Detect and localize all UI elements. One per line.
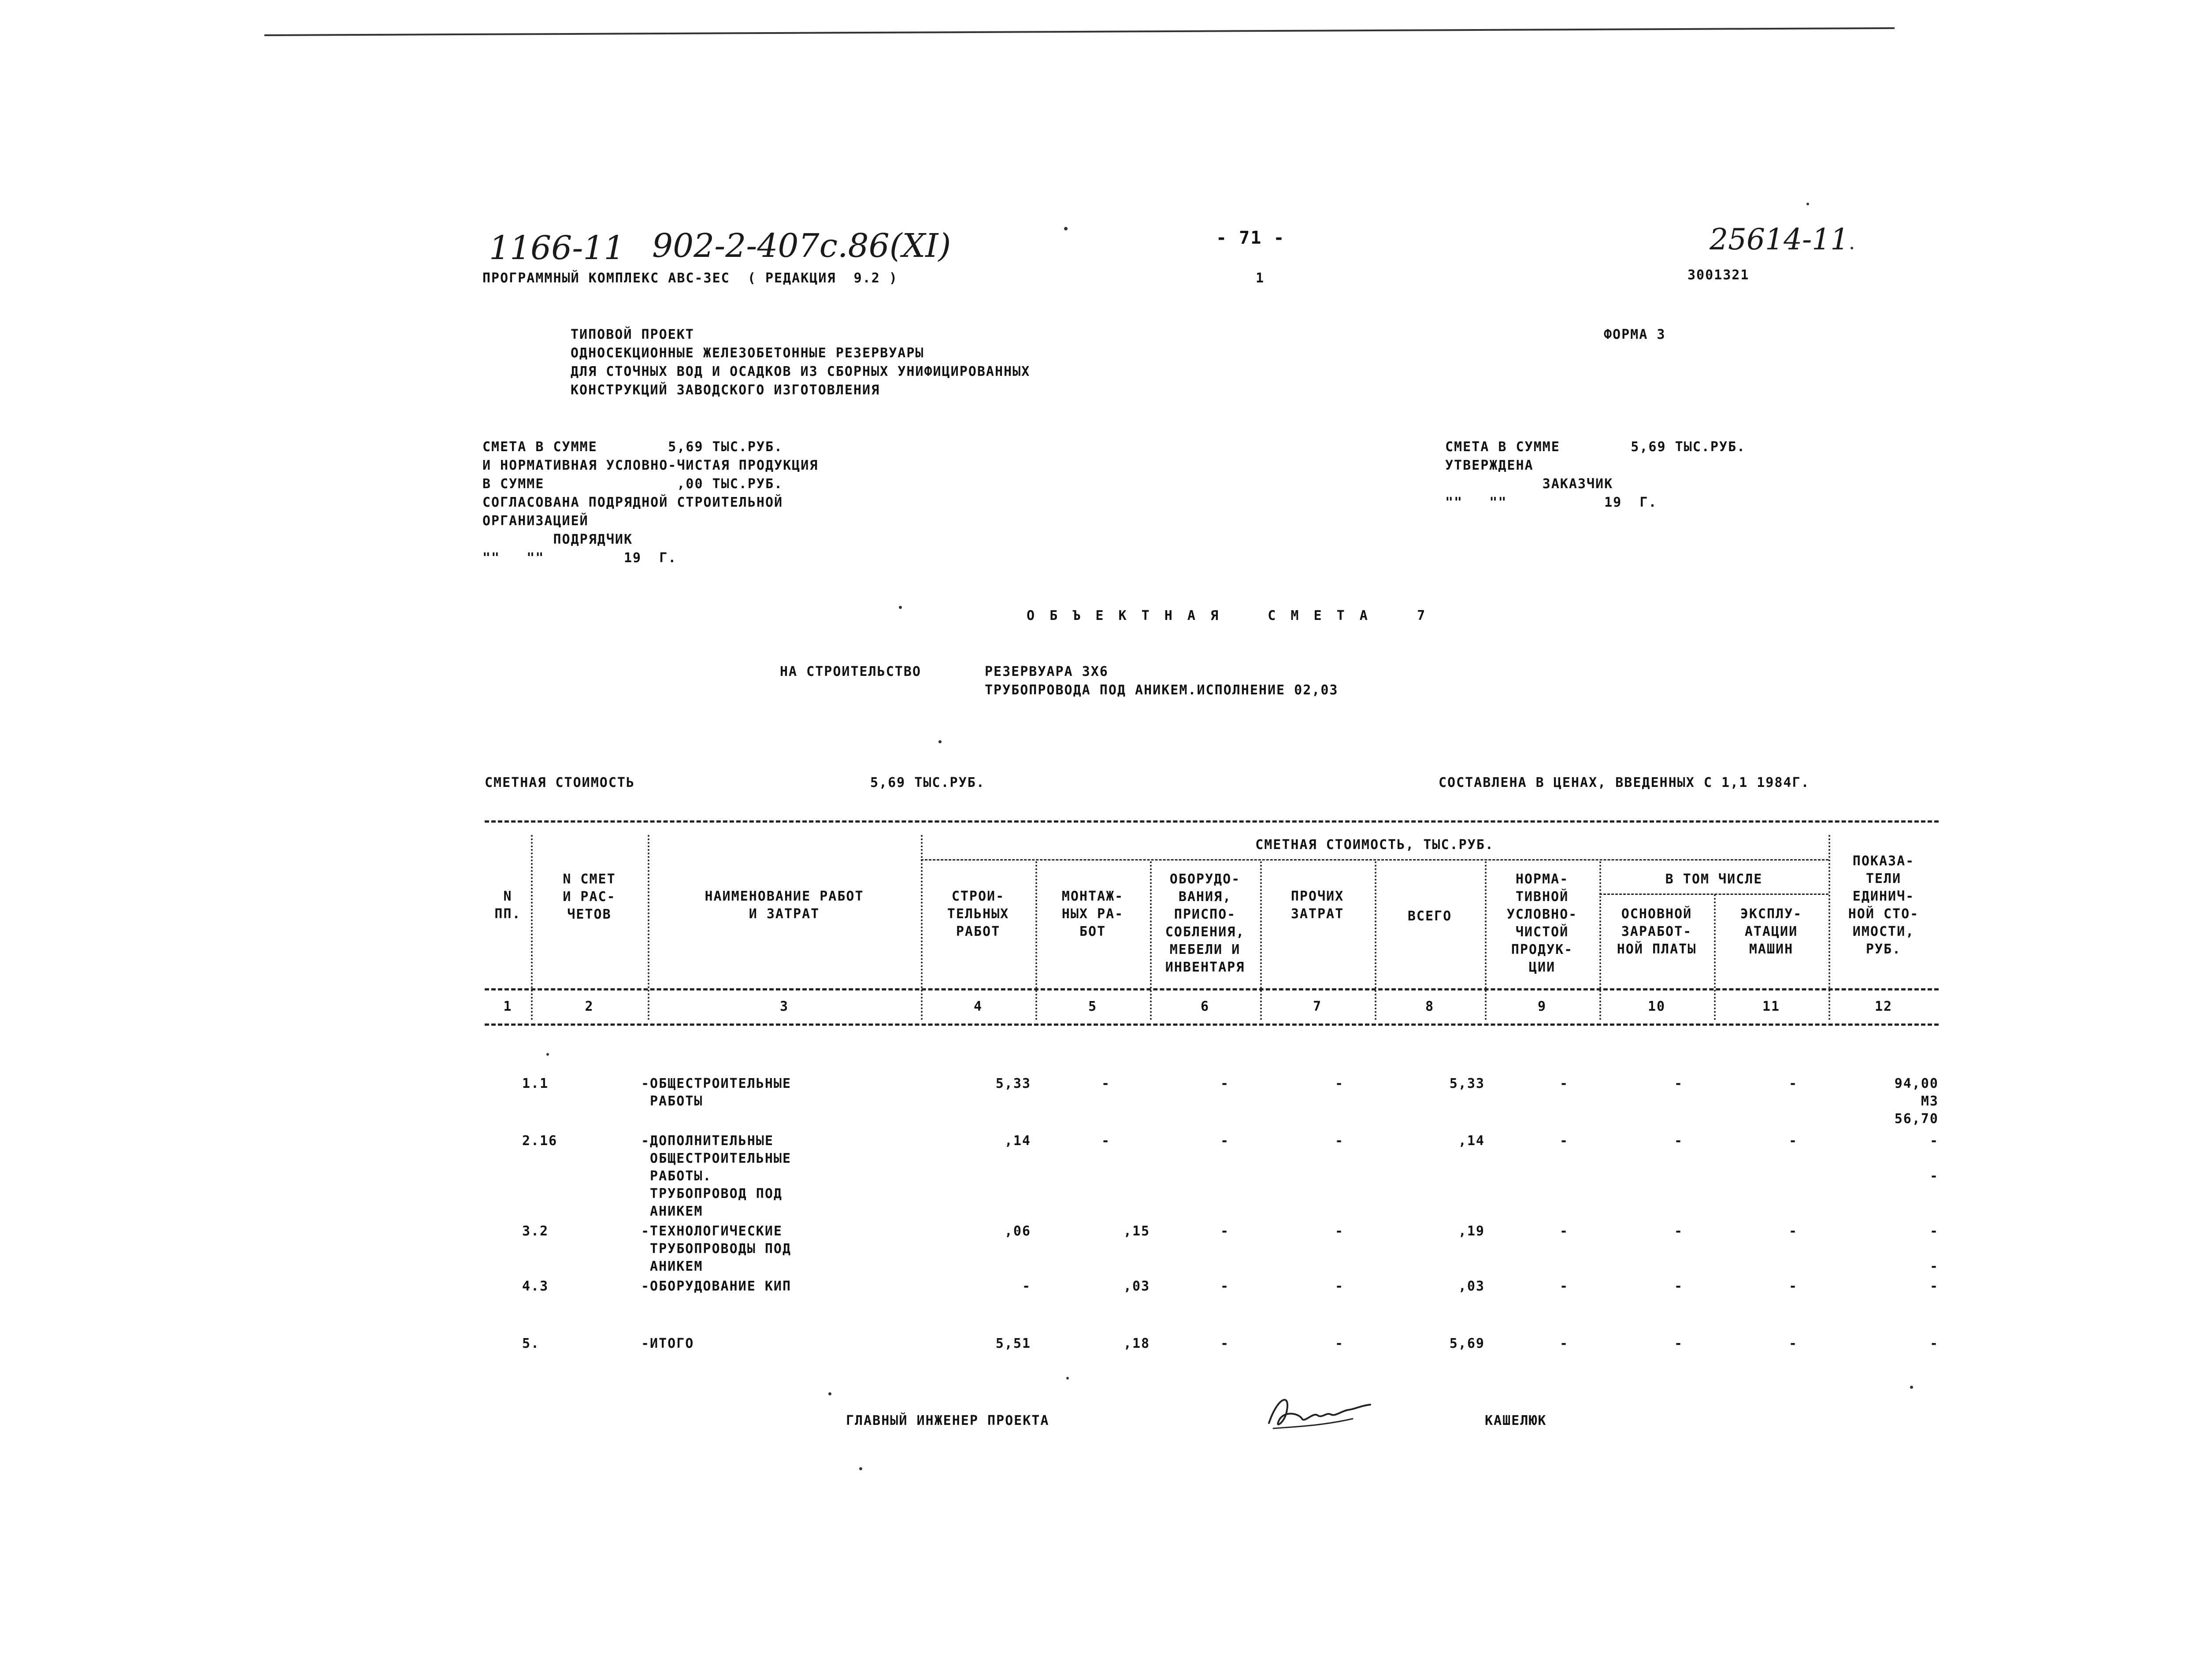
- subgroup-header-including: В ТОМ ЧИСЛЕ: [1665, 872, 1763, 887]
- signature-icon: [1260, 1388, 1375, 1436]
- row-machines-value: -: [1788, 1224, 1798, 1239]
- column-number: 5: [1088, 999, 1098, 1014]
- chief-engineer-label: ГЛАВНЫЙ ИНЖЕНЕР ПРОЕКТА: [846, 1413, 1050, 1428]
- row-normative-value: -: [1559, 1224, 1569, 1239]
- row-code: 4.3: [522, 1279, 549, 1294]
- row-other-value: -: [1335, 1076, 1344, 1091]
- column-number: 4: [973, 999, 983, 1014]
- table-rule-numbers-bottom: [485, 1024, 1939, 1026]
- handwritten-inventory-number: 25614-11: [1710, 223, 1849, 256]
- header-construction-works: СТРОИ- ТЕЛЬНЫХ РАБОТ: [947, 889, 1009, 939]
- row-other-value: -: [1335, 1224, 1344, 1239]
- row-code: 1.1: [522, 1076, 549, 1091]
- agreed-line: СОГЛАСОВАНА ПОДРЯДНОЙ СТРОИТЕЛЬНОЙ: [482, 495, 783, 510]
- organization-line: ОРГАНИЗАЦИЕЙ: [482, 513, 589, 529]
- contractor-line: ПОДРЯДЧИК: [482, 532, 633, 547]
- row-total-value: ,03: [1458, 1279, 1485, 1294]
- table-rule-top: [485, 820, 1939, 823]
- header-work-name: НАИМЕНОВАНИЕ РАБОТ И ЗАТРАТ: [705, 889, 864, 922]
- row-indicator-value: - -: [1929, 1133, 1939, 1184]
- row-total-value: ,14: [1458, 1133, 1485, 1149]
- row-total-value: ,19: [1458, 1224, 1485, 1239]
- column-number: 11: [1762, 999, 1780, 1014]
- row-indicator-value: 94,00 М3 56,70: [1894, 1076, 1939, 1127]
- scan-speck: [546, 1053, 549, 1056]
- row-name: -ДОПОЛНИТЕЛЬНЫЕ ОБЩЕСТРОИТЕЛЬНЫЕ РАБОТЫ. ТРУБОПРОВОД ПОД АНИКЕМ: [641, 1133, 792, 1219]
- row-wages-value: -: [1674, 1336, 1684, 1351]
- row-total-value: 5,69: [1449, 1336, 1485, 1351]
- row-other-value: -: [1335, 1133, 1344, 1149]
- column-number: 12: [1874, 999, 1893, 1014]
- row-indicator-value: - -: [1929, 1224, 1939, 1274]
- scan-speck: [1064, 227, 1068, 230]
- header-estimate-number: N СМЕТ И РАС- ЧЕТОВ: [563, 872, 616, 922]
- row-equipment-value: -: [1220, 1224, 1230, 1239]
- contractor-date-line: "" "" 19 Г.: [482, 550, 677, 566]
- customer-line: ЗАКАЗЧИК: [1445, 476, 1613, 492]
- scan-edge-line: [264, 27, 1895, 36]
- sub-number: 1: [1256, 271, 1265, 286]
- page-number: - 71 -: [1216, 228, 1285, 248]
- row-installation-value: -: [1101, 1076, 1111, 1091]
- row-construction-value: ,06: [1004, 1224, 1031, 1239]
- row-machines-value: -: [1788, 1133, 1798, 1149]
- column-number: 10: [1647, 999, 1666, 1014]
- header-total: ВСЕГО: [1407, 909, 1452, 924]
- row-normative-value: -: [1559, 1133, 1569, 1149]
- scan-speck: [859, 1467, 862, 1470]
- scan-speck: [938, 740, 942, 743]
- approved-line: УТВЕРЖДЕНА: [1445, 458, 1534, 473]
- table-rule-header-bottom: [485, 988, 1939, 990]
- approved-amount-line: СМЕТА В СУММЕ 5,69 ТЫС.РУБ.: [1445, 439, 1746, 455]
- scan-speck: [899, 606, 902, 609]
- scan-speck: [1066, 1377, 1069, 1380]
- header-unit-cost-indicators: ПОКАЗА- ТЕЛИ ЕДИНИЧ- НОЙ СТО- ИМОСТИ, РУБ.: [1848, 853, 1919, 957]
- row-equipment-value: -: [1220, 1336, 1230, 1351]
- scan-speck: [828, 1392, 831, 1395]
- column-number: 8: [1425, 999, 1435, 1014]
- customer-date-line: "" "" 19 Г.: [1445, 495, 1658, 510]
- row-construction-value: 5,33: [995, 1076, 1031, 1091]
- estimate-amount-line: СМЕТА В СУММЕ 5,69 ТЫС.РУБ.: [482, 439, 783, 455]
- table-divider: [531, 835, 533, 1020]
- header-machine-operation: ЭКСПЛУ- АТАЦИИ МАШИН: [1740, 906, 1802, 957]
- construction-object: РЕЗЕРВУАРА 3Х6: [985, 664, 1109, 679]
- scan-speck: [1806, 203, 1809, 205]
- row-construction-value: 5,51: [995, 1336, 1031, 1351]
- row-other-value: -: [1335, 1336, 1344, 1351]
- header-equipment: ОБОРУДО- ВАНИЯ, ПРИСПО- СОБЛЕНИЯ, МЕБЕЛИ И ИНВЕНТАРЯ: [1165, 872, 1245, 975]
- program-line: ПРОГРАММНЫЙ КОМПЛЕКС АВС-3ЕС ( РЕДАКЦИЯ 9.2 ): [482, 271, 898, 286]
- table-rule-group: [921, 859, 1828, 860]
- column-number: 6: [1200, 999, 1210, 1014]
- column-number: 1: [503, 999, 512, 1014]
- row-construction-value: -: [1022, 1279, 1031, 1294]
- project-line: КОНСТРУКЦИЙ ЗАВОДСКОГО ИЗГОТОВЛЕНИЯ: [571, 382, 880, 398]
- row-equipment-value: -: [1220, 1133, 1230, 1149]
- handwritten-project-code: 902-2-407с.86(XI): [652, 227, 951, 265]
- table-divider: [1375, 861, 1376, 1020]
- row-name: -ОБЩЕСТРОИТЕЛЬНЫЕ РАБОТЫ: [641, 1076, 792, 1109]
- row-name: -ТЕХНОЛОГИЧЕСКИЕ ТРУБОПРОВОДЫ ПОД АНИКЕМ: [641, 1224, 792, 1274]
- header-normative-production: НОРМА- ТИВНОЙ УСЛОВНО- ЧИСТОЙ ПРОДУК- ЦИИ: [1506, 872, 1578, 975]
- row-wages-value: -: [1674, 1133, 1684, 1149]
- row-wages-value: -: [1674, 1076, 1684, 1091]
- row-machines-value: -: [1788, 1336, 1798, 1351]
- group-header-estimated-cost: СМЕТНАЯ СТОИМОСТЬ, ТЫС.РУБ.: [1255, 837, 1494, 853]
- row-installation-value: ,03: [1123, 1279, 1150, 1294]
- price-basis-note: СОСТАВЛЕНА В ЦЕНАХ, ВВЕДЕННЫХ С 1,1 1984Г.: [1439, 775, 1810, 790]
- row-normative-value: -: [1559, 1279, 1569, 1294]
- row-name: -ИТОГО: [641, 1336, 694, 1351]
- column-number: 9: [1537, 999, 1547, 1014]
- row-machines-value: -: [1788, 1076, 1798, 1091]
- row-normative-value: -: [1559, 1336, 1569, 1351]
- row-wages-value: -: [1674, 1279, 1684, 1294]
- estimated-cost-label: СМЕТНАЯ СТОИМОСТЬ: [485, 775, 635, 790]
- row-machines-value: -: [1788, 1279, 1798, 1294]
- project-line: ОДНОСЕКЦИОННЫЕ ЖЕЛЕЗОБЕТОННЫЕ РЕЗЕРВУАРЫ: [571, 345, 924, 361]
- row-name: -ОБОРУДОВАНИЕ КИП: [641, 1279, 792, 1294]
- row-indicator-value: -: [1929, 1336, 1939, 1351]
- row-equipment-value: -: [1220, 1076, 1230, 1091]
- header-row-number: N ПП.: [494, 889, 521, 922]
- column-number: 3: [779, 999, 789, 1014]
- row-indicator-value: -: [1929, 1279, 1939, 1294]
- header-base-wages: ОСНОВНОЙ ЗАРАБОТ- НОЙ ПЛАТЫ: [1617, 906, 1697, 957]
- row-installation-value: ,18: [1123, 1336, 1150, 1351]
- normative-amount-line: В СУММЕ ,00 ТЫС.РУБ.: [482, 476, 783, 492]
- row-wages-value: -: [1674, 1224, 1684, 1239]
- column-number: 2: [585, 999, 594, 1014]
- row-installation-value: ,15: [1123, 1224, 1150, 1239]
- row-construction-value: ,14: [1004, 1133, 1031, 1149]
- chief-engineer-name: КАШЕЛЮК: [1485, 1413, 1547, 1428]
- document-code: 3001321: [1687, 267, 1750, 283]
- project-title: ТИПОВОЙ ПРОЕКТ: [571, 327, 694, 342]
- column-number: 7: [1313, 999, 1322, 1014]
- normative-production-line: И НОРМАТИВНАЯ УСЛОВНО-ЧИСТАЯ ПРОДУКЦИЯ: [482, 458, 819, 473]
- handwritten-archive-number: 1166-11: [489, 229, 625, 267]
- row-code: 3.2: [522, 1224, 549, 1239]
- project-line: ДЛЯ СТОЧНЫХ ВОД И ОСАДКОВ ИЗ СБОРНЫХ УНИФИЦИРОВАННЫХ: [571, 364, 1031, 379]
- row-normative-value: -: [1559, 1076, 1569, 1091]
- table-divider: [648, 835, 649, 1020]
- scan-speck: [1851, 247, 1853, 249]
- row-code: 5.: [522, 1336, 540, 1351]
- document-title: О Б Ъ Е К Т Н А Я С М Е Т А 7: [1027, 608, 1429, 623]
- table-divider: [1260, 861, 1262, 1020]
- estimated-cost-value: 5,69 ТЫС.РУБ.: [870, 775, 985, 790]
- row-other-value: -: [1335, 1279, 1344, 1294]
- row-equipment-value: -: [1220, 1279, 1230, 1294]
- scan-speck: [1910, 1386, 1913, 1389]
- row-installation-value: -: [1101, 1133, 1111, 1149]
- construction-label: НА СТРОИТЕЛЬСТВО: [780, 664, 921, 679]
- header-installation-works: МОНТАЖ- НЫХ РА- БОТ: [1061, 889, 1124, 939]
- construction-object-detail: ТРУБОПРОВОДА ПОД АНИКЕМ.ИСПОЛНЕНИЕ 02,03: [985, 682, 1339, 698]
- form-label: ФОРМА 3: [1604, 327, 1666, 342]
- row-code: 2.16: [522, 1133, 558, 1149]
- table-divider: [1035, 861, 1037, 1020]
- header-other-costs: ПРОЧИХ ЗАТРАТ: [1291, 889, 1344, 922]
- row-total-value: 5,33: [1449, 1076, 1485, 1091]
